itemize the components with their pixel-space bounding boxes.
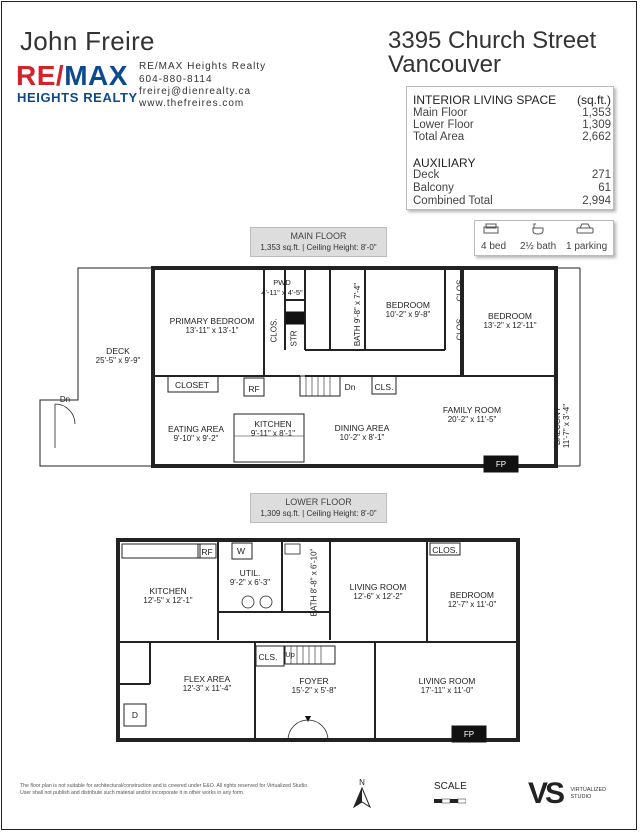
stats-row: Combined Total 2,994 xyxy=(413,195,611,207)
fireplace-label: FP xyxy=(463,730,475,739)
closet-label: CLOS. xyxy=(432,545,458,555)
room-eating-area: EATING AREA 9'-10" x 9'-2" xyxy=(167,424,225,443)
stats-row: Total Area 2,662 xyxy=(413,131,611,143)
closet-label: CLOS. xyxy=(455,277,465,302)
room-flex-area: FLEX AREA 12'-3" x 11'-4" xyxy=(182,674,232,693)
agent-phone: 604-880-8114 xyxy=(139,74,213,85)
room-bath-lower: BATH 8'-8" x 6'-10" xyxy=(309,548,319,617)
closet-label: CLS. xyxy=(258,652,278,662)
north-label: N xyxy=(359,778,365,787)
stats-row: Main Floor 1,353 xyxy=(413,107,611,119)
studio-name: VIRTUALIZED xyxy=(570,787,607,793)
room-living-room-2: LIVING ROOM 17'-11" x 11'-0" xyxy=(418,676,476,695)
stats-interior-heading: INTERIOR LIVING SPACE (sq.ft.) xyxy=(413,93,611,107)
room-kitchen-lower: KITCHEN 12'-5" x 12'-1" xyxy=(143,586,193,605)
room-bath: BATH 9'-8" x 7'-4" xyxy=(353,282,363,347)
stair-up-label: Up xyxy=(285,650,295,659)
scale-bar-icon xyxy=(434,797,466,805)
north-arrow xyxy=(352,778,372,814)
stats-auxiliary-heading: AUXILIARY xyxy=(413,156,476,170)
stats-row: Balcony 61 xyxy=(413,182,611,194)
room-pwd: PWD 4'-11" x 4'-5" xyxy=(261,278,303,297)
beds-label: 4 bed xyxy=(481,241,507,252)
room-deck: DECK 25'-5" x 9'-9" xyxy=(95,346,141,365)
dryer-label: D xyxy=(131,710,139,720)
parking-label: 1 parking xyxy=(566,241,608,252)
scale-bar xyxy=(434,781,467,810)
main-floor-title: MAIN FLOOR xyxy=(290,231,347,241)
room-kitchen: KITCHEN 9'-11" x 8'-1" xyxy=(250,419,296,438)
deck-stair-label: Dn xyxy=(59,395,71,404)
north-arrow-icon xyxy=(352,787,372,809)
fridge-label: RF xyxy=(248,384,260,394)
remax-logo: RE/MAX xyxy=(16,60,128,91)
baths-label: 2½ bath xyxy=(520,241,557,252)
room-bedroom-2: BEDROOM 13'-2" x 12'-11" xyxy=(483,311,537,330)
disclaimer: The floor plan is not suitable for architectural/construction and is covered under E&O. All rights reserved for Virtualized Studio. User shall not publish and distribute such material and/or incorporate it in other works in any form. xyxy=(20,783,309,796)
main-floor-subtitle: 1,353 sq.ft. | Ceiling Height: 8'-0" xyxy=(260,243,377,252)
room-family-room: FAMILY ROOM 20'-2" x 11'-5" xyxy=(442,405,502,424)
storage-label: STR xyxy=(289,330,299,347)
stair-down-label: Dn xyxy=(344,382,356,392)
closet-label: CLOSET xyxy=(174,380,210,390)
room-living-room-1: LIVING ROOM 12'-6" x 12'-2" xyxy=(349,582,407,601)
fireplace-label: FP xyxy=(495,460,507,469)
studio-name: STUDIO xyxy=(570,794,592,800)
room-foyer: FOYER 15'-2" x 5'-8" xyxy=(291,676,337,695)
closet-label: CLOS. xyxy=(269,318,279,343)
brokerage-name: RE/MAX Heights Realty xyxy=(139,61,267,72)
address-line1: 3395 Church Street xyxy=(388,27,597,54)
agent-name: John Freire xyxy=(20,26,155,56)
closet-label: CLOS. xyxy=(455,316,465,341)
remax-logo-subtext: HEIGHTS REALTY xyxy=(17,90,138,105)
fridge-label: RF xyxy=(201,547,213,557)
stats-row: Lower Floor 1,309 xyxy=(413,119,611,131)
closet-label: CLS. xyxy=(374,382,394,392)
room-primary-bedroom: PRIMARY BEDROOM 13'-11" x 13'-1" xyxy=(169,316,255,335)
studio-logo xyxy=(528,777,606,811)
studio-logo-mark: VS xyxy=(528,777,563,810)
room-dining-area: DINING AREA 10'-2" x 8'-1" xyxy=(334,423,390,442)
room-balcony: BALCONY 11'-7" x 3'-4" xyxy=(553,403,572,449)
lower-floor-subtitle: 1,309 sq.ft. | Ceiling Height: 8'-0" xyxy=(260,509,377,518)
agent-website: www.thefreires.com xyxy=(139,98,245,109)
agent-email: freirej@dienrealty.ca xyxy=(139,86,252,97)
washer-label: W xyxy=(236,546,246,556)
room-bedroom-lower: BEDROOM 12'-7" x 11'-0" xyxy=(447,590,497,609)
stats-row: Deck 271 xyxy=(413,169,611,181)
room-bedroom-1: BEDROOM 10'-2" x 9'-8" xyxy=(385,300,431,319)
scale-label: SCALE xyxy=(434,781,467,792)
lower-floor-title: LOWER FLOOR xyxy=(285,497,352,507)
address-line2: Vancouver xyxy=(388,51,501,78)
room-utility: UTIL. 9'-2" x 6'-3" xyxy=(229,568,271,587)
